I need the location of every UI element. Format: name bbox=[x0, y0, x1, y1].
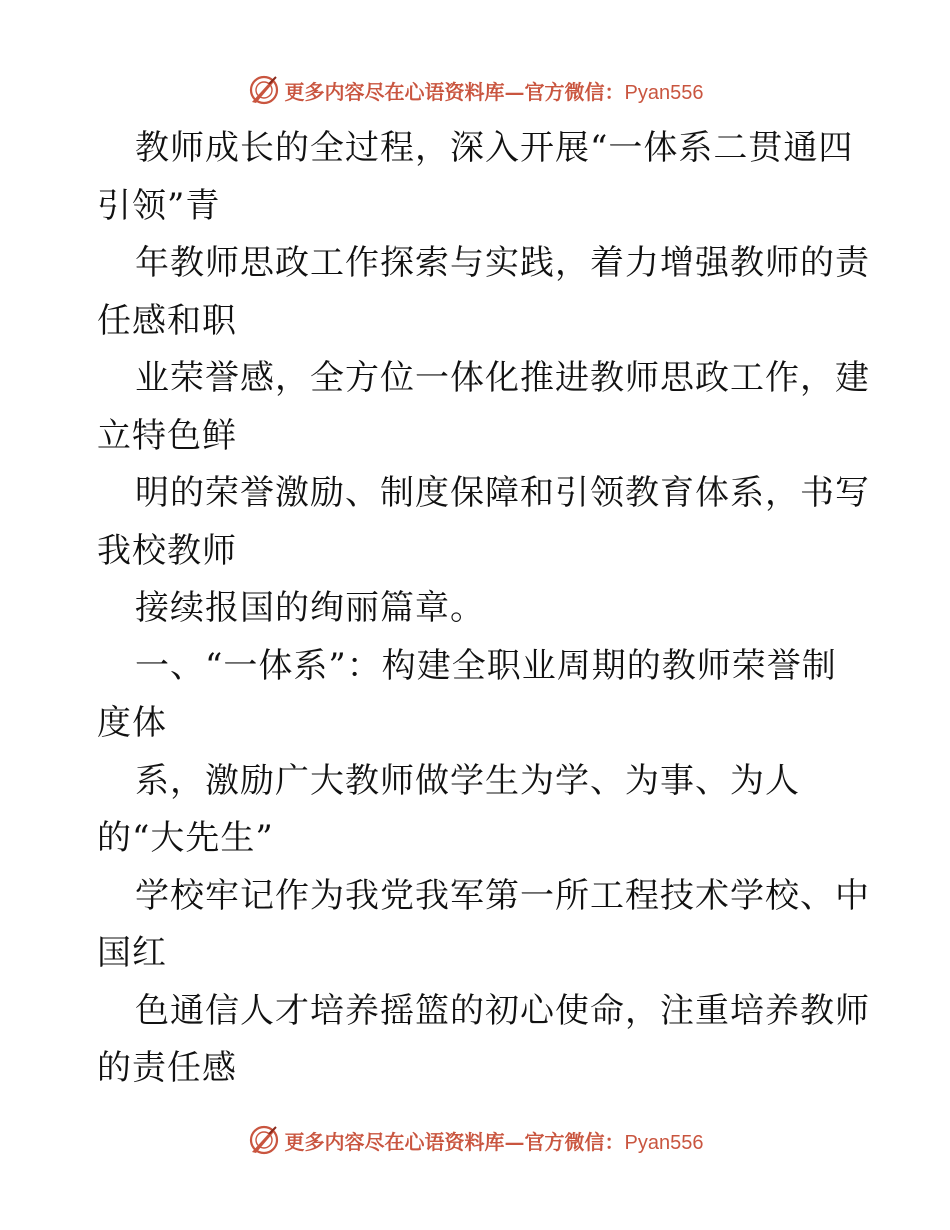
text-line: 学校牢记作为我党我军第一所工程技术学校、中 bbox=[135, 875, 870, 916]
quill-pen-logo-icon bbox=[247, 1123, 281, 1157]
header-banner bbox=[0, 70, 950, 110]
text-line: 明的荣誉激励、制度保障和引领教育体系，书写 bbox=[135, 473, 870, 513]
footer-banner-label: 更多内容尽在心语资料库—官方微信： bbox=[284, 1129, 625, 1154]
text-line: 年教师思政工作探索与实践，着力增强教师的责 bbox=[135, 243, 870, 283]
footer-banner-text bbox=[285, 1126, 704, 1155]
header-banner-label: 更多内容尽在心语资料库—官方微信： bbox=[284, 79, 625, 104]
text-line: 度体 bbox=[97, 703, 167, 743]
text-line: 一、“一体系”：构建全职业周期的教师荣誉制 bbox=[135, 645, 837, 686]
text-line: 的“大先生” bbox=[97, 818, 274, 858]
footer-banner bbox=[0, 1120, 950, 1160]
text-line: 引领”青 bbox=[97, 185, 221, 226]
text-line: 色通信人才培养摇篮的初心使命，注重培养教师 bbox=[135, 990, 870, 1031]
quill-pen-logo-icon bbox=[247, 73, 281, 107]
header-banner-text bbox=[285, 76, 704, 105]
text-line: 任感和职 bbox=[97, 300, 237, 341]
text-line: 立特色鲜 bbox=[97, 415, 237, 456]
footer-wechat-id: Pyan556 bbox=[624, 1131, 704, 1154]
text-line: 国红 bbox=[97, 933, 167, 973]
text-line: 接续报国的绚丽篇章。 bbox=[135, 588, 485, 628]
header-wechat-id: Pyan556 bbox=[624, 81, 704, 104]
text-line: 业荣誉感，全方位一体化推进教师思政工作，建 bbox=[135, 358, 870, 398]
text-line: 教师成长的全过程，深入开展“一体系二贯通四 bbox=[135, 128, 854, 168]
text-line: 系，激励广大教师做学生为学、为事、为人 bbox=[135, 760, 800, 801]
text-line: 我校教师 bbox=[97, 530, 237, 571]
document-body bbox=[97, 120, 870, 1098]
text-line: 的责任感 bbox=[97, 1048, 237, 1088]
